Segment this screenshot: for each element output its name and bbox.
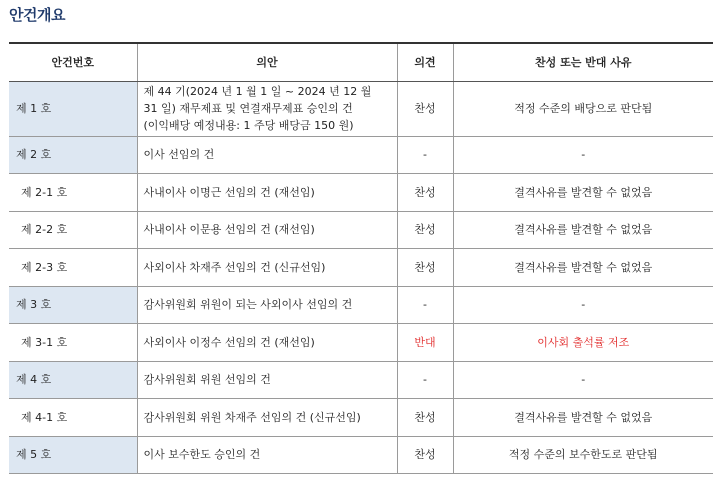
table-row (9, 136, 713, 174)
agenda-title: 사내이사 이문용 선임의 건 (재선임) (137, 211, 397, 249)
agenda-number: 제 2-1 호 (9, 174, 137, 212)
reason: - (453, 361, 713, 399)
table-row (9, 399, 713, 437)
table-header-row (9, 43, 713, 81)
opinion: - (397, 361, 453, 399)
agenda-title: 사외이사 차재주 선임의 건 (신규선임) (137, 249, 397, 287)
agenda-number: 제 2 호 (9, 136, 137, 174)
agenda-title: 이사 보수한도 승인의 건 (137, 436, 397, 474)
section-title: 안건개요 (9, 6, 65, 24)
header-agenda-number: 안건번호 (9, 43, 137, 81)
reason: 결격사유를 발견할 수 없었음 (453, 399, 713, 437)
opinion: - (397, 136, 453, 174)
agenda-number: 제 1 호 (9, 81, 137, 136)
agenda-number: 제 4-1 호 (9, 399, 137, 437)
table-row (9, 286, 713, 324)
agenda-number: 제 3-1 호 (9, 324, 137, 362)
table-row (9, 211, 713, 249)
table-row (9, 249, 713, 287)
opinion: 찬성 (397, 436, 453, 474)
agenda-title: 사내이사 이명근 선임의 건 (재선임) (137, 174, 397, 212)
table-row (9, 361, 713, 399)
opinion: 찬성 (397, 249, 453, 287)
reason: 결격사유를 발견할 수 없었음 (453, 174, 713, 212)
header-reason: 찬성 또는 반대 사유 (453, 43, 713, 81)
agenda-title: 이사 선임의 건 (137, 136, 397, 174)
table-row (9, 324, 713, 362)
reason: 결격사유를 발견할 수 없었음 (453, 249, 713, 287)
agenda-title-line: 31 일) 재무제표 및 연결재무제표 승인의 건 (143, 102, 353, 115)
reason: 적정 수준의 보수한도로 판단됨 (453, 436, 713, 474)
table-row (9, 81, 713, 136)
table-row (9, 436, 713, 474)
reason: - (453, 136, 713, 174)
table-row (9, 174, 713, 212)
agenda-title: 사외이사 이정수 선임의 건 (재선임) (137, 324, 397, 362)
agenda-number: 제 2-3 호 (9, 249, 137, 287)
reason-against: 이사회 출석률 저조 (453, 324, 713, 362)
opinion: 찬성 (397, 174, 453, 212)
opinion: - (397, 286, 453, 324)
agenda-title (137, 81, 397, 136)
opinion-against: 반대 (397, 324, 453, 362)
opinion: 찬성 (397, 399, 453, 437)
agenda-number: 제 5 호 (9, 436, 137, 474)
reason: - (453, 286, 713, 324)
agenda-title-line: 제 44 기(2024 년 1 월 1 일 ~ 2024 년 12 월 (143, 85, 372, 98)
agenda-table (9, 42, 713, 474)
opinion: 찬성 (397, 81, 453, 136)
agenda-title: 감사위원회 위원 선임의 건 (137, 361, 397, 399)
reason: 적정 수준의 배당으로 판단됨 (453, 81, 713, 136)
agenda-number: 제 2-2 호 (9, 211, 137, 249)
agenda-number: 제 3 호 (9, 286, 137, 324)
agenda-number: 제 4 호 (9, 361, 137, 399)
agenda-title-line: (이익배당 예정내용: 1 주당 배당금 150 원) (143, 119, 354, 132)
header-opinion: 의견 (397, 43, 453, 81)
agenda-title: 감사위원회 위원 차재주 선임의 건 (신규선임) (137, 399, 397, 437)
opinion: 찬성 (397, 211, 453, 249)
header-agenda: 의안 (137, 43, 397, 81)
agenda-title: 감사위원회 위원이 되는 사외이사 선임의 건 (137, 286, 397, 324)
reason: 결격사유를 발견할 수 없었음 (453, 211, 713, 249)
